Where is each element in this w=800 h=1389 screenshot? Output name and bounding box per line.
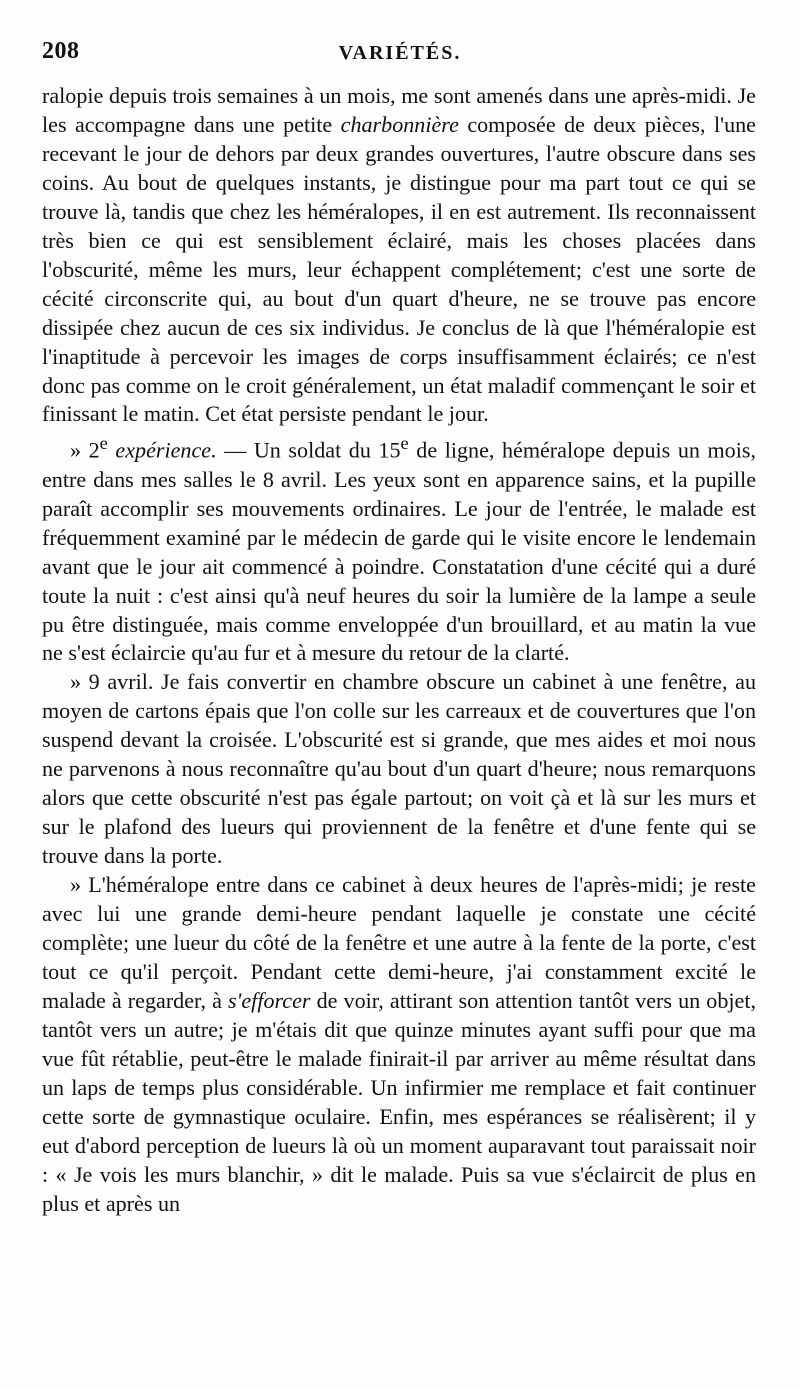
paragraph-2-text-a: — Un soldat du 15 — [216, 437, 401, 463]
paragraph-1-text-b: composée de deux pièces, l'une recevant le jour de dehors par deux grandes ouvertures, l'autre obscure dans ses coins. Au bout de quelques instants, je distingue pour ma part tout ce qui se trouve là, tandis que chez les héméralopes, il en est autrement. Ils reconnaissent très bien ce qui est sensiblement éclairé, mais les choses placées dans l'obscurité, même les murs, leur échappent complétement; c'est une sorte de cécité circonscrite qui, au bout d'un quart d'heure, ne se trouve pas encore dissipée chez aucun de ces six individus. Je conclus de là que l'héméralopie est l'inaptitude à percevoir les images de corps insuffisamment éclairés; ce n'est donc pas comme on le croit généralement, un état maladif commençant le soir et finissant le matin. Cet état persiste pendant le jour. — [42, 111, 756, 427]
ordinal-superscript: e — [99, 433, 108, 454]
italic-term-experience: expérience. — [115, 437, 217, 463]
italic-term-charbonniere: charbonnière — [340, 111, 459, 137]
paragraph-4-text-b: de voir, attirant son attention tantôt vers un objet, tantôt vers un autre; je m'étais dit que quinze minutes ayant suffi pour que ma vue fût rétablie, peut-être le malade finirait-il par arriver au même résultat dans un laps de temps plus considérable. Un infirmier me remplace et fait continuer cette sorte de gymnastique oculaire. Enfin, mes espérances se réalisèrent; il y eut d'abord perception de lueurs là où un moment auparavant tout paraissait noir : « Je vois les murs blanchir, » dit le malade. Puis sa vue s'éclaircit de plus en plus et après un — [42, 987, 756, 1216]
paragraph-2-text-b: de ligne, héméralope depuis un mois, entre dans mes salles le 8 avril. Les yeux sont en apparence sains, et la pupille paraît accomplir ses mouvements ordinaires. Le jour de l'entrée, le malade est fréquemment examiné par le médecin de garde qui le visite encore le lendemain avant que le jour ait commencé à poindre. Constatation d'une cécité qui a duré toute la nuit : c'est ainsi qu'à neuf heures du soir la lumière de la lampe a seule pu être distinguée, mais comme enveloppée d'un brouillard, et au matin la vue ne s'est éclaircie qu'au fur et à mesure du retour de la clarté. — [42, 437, 756, 666]
paragraph-2 — [42, 429, 756, 668]
regiment-ordinal-superscript: e — [400, 433, 409, 454]
paragraph-1-text-a: ralopie depuis trois semaines à un mois, me sont amenés dans une après-midi. Je les accompagne dans une petite — [42, 83, 756, 137]
page-header — [42, 38, 758, 72]
paragraph-3-text: » 9 avril. Je fais convertir en chambre obscure un cabinet à une fenêtre, au moyen de cartons épais que l'on colle sur les carreaux et de couvertures que l'on suspend devant la croisée. L'obscurité est si grande, que mes aides et moi nous ne parvenons à nous reconnaître qu'au bout d'un quart d'heure; nous remarquons alors que cette obscurité n'est pas égale partout; on voit çà et là sur les murs et sur le plafond des lueurs qui proviennent de la fenêtre et d'une fente qui se trouve dans la porte. — [42, 669, 756, 869]
italic-term-s-efforcer: s'efforcer — [228, 987, 311, 1013]
running-title: VARIÉTÉS. — [338, 42, 462, 64]
paragraph-4 — [42, 871, 756, 1218]
paragraph-2-marker: » 2 — [70, 437, 100, 463]
paragraph-1 — [42, 82, 756, 429]
body-text — [42, 82, 756, 1367]
paragraph-3 — [42, 668, 756, 871]
paragraph-4-text-a: » L'héméralope entre dans ce cabinet à deux heures de l'après-midi; je reste avec lui une grande demi-heure pendant laquelle je constate une cécité complète; une lueur du côté de la fenêtre et une autre à la fente de la porte, c'est tout ce qu'il perçoit. Pendant cette demi-heure, j'ai constamment excité le malade à regarder, à — [42, 872, 756, 1013]
page-number: 208 — [42, 38, 80, 64]
